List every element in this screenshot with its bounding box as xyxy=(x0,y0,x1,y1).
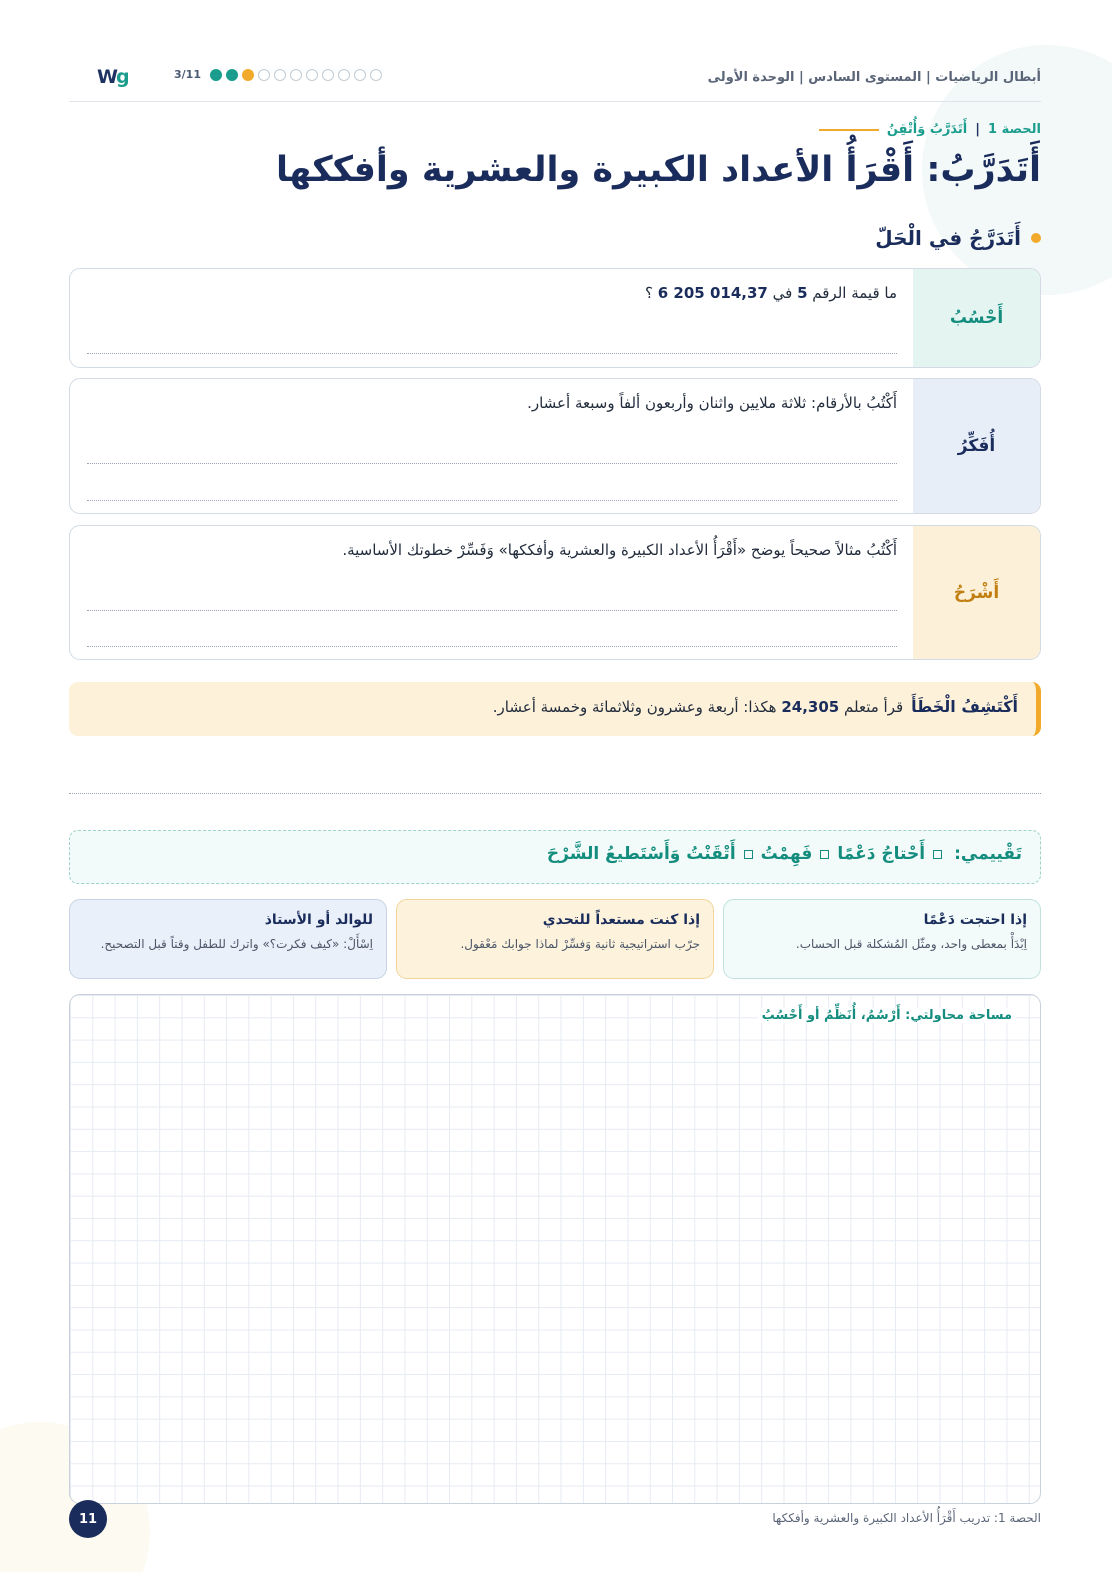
error-label: أَكْتَشِفُ الْخَطَأَ xyxy=(911,697,1018,716)
lesson-tag-separator: | xyxy=(975,122,981,137)
lesson-number: الحصة 1 xyxy=(988,122,1041,137)
task-label-think: أُفَكِّرُ xyxy=(913,379,1040,513)
task-think xyxy=(69,378,1041,514)
spot-the-error xyxy=(69,682,1041,736)
page-title: أَتَدَرَّبُ: أَقْرَأُ الأعداد الكبيرة والعشرية وأفككها xyxy=(276,150,1041,190)
footer-text: الحصة 1: تدريب أَقْرَأُ الأعداد الكبيرة والعشرية وأفككها xyxy=(772,1511,1041,1525)
bullet-dot-icon xyxy=(1031,233,1041,243)
page-number: 11 xyxy=(69,1500,107,1538)
error-prompt: أَكْتَشِفُ الْخَطَأَقرأ متعلم 24,305 هكذا: أربعة وعشرون وثلاثمائة وخمسة أعشار. xyxy=(492,697,1018,716)
task-label-explain: أَشْرَحُ xyxy=(913,526,1040,659)
lesson-tag xyxy=(819,122,1041,137)
answer-line[interactable] xyxy=(87,463,897,464)
task-body xyxy=(87,269,897,367)
self-assessment xyxy=(69,830,1041,884)
card-desc: جرّب استراتيجية ثانية وَفسِّرْ لماذا جوابك مَعْقول. xyxy=(460,937,700,951)
option-understood: فَهِمْتُ xyxy=(760,844,813,864)
accent-bar xyxy=(819,129,879,131)
section-heading: أَتَدَرَّجُ في الْحَلّ xyxy=(875,226,1041,250)
support-card-help xyxy=(723,899,1041,979)
support-card-challenge xyxy=(396,899,714,979)
progress-dot xyxy=(258,69,270,81)
option-mastered: أَتْقَنْتُ وَأَسْتَطيعُ الشَّرْحَ xyxy=(546,844,736,864)
checkbox-need-support[interactable] xyxy=(933,850,942,859)
progress-count: 3/11 xyxy=(174,68,201,81)
card-title: إذا كنت مستعداً للتحدي xyxy=(542,912,700,928)
progress-dot xyxy=(290,69,302,81)
support-card-parent xyxy=(69,899,387,979)
progress-dot xyxy=(370,69,382,81)
option-need-support: أَحْتاجُ دَعْمًا xyxy=(837,844,926,864)
task-calculate xyxy=(69,268,1041,368)
task-explain xyxy=(69,525,1041,660)
answer-line[interactable] xyxy=(87,646,897,647)
progress-dot xyxy=(338,69,350,81)
card-desc: اِسْأَلْ: «كيف فكرت؟» واترك للطفل وقتاً قبل التصحيح. xyxy=(100,937,373,951)
work-area-title: مساحة محاولتي: أَرْسُمُ، أُنَظِّمُ أو أَحْسُبُ xyxy=(758,1008,1016,1023)
worksheet-page xyxy=(69,0,1041,1572)
card-title: إذا احتجت دَعْمًا xyxy=(923,912,1027,928)
progress-dot xyxy=(306,69,318,81)
progress-dot xyxy=(242,69,254,81)
card-title: للوالد أو الأستاذ xyxy=(264,912,373,928)
task-prompt: أَكْتُبُ مثالاً صحيحاً يوضح «أَقْرَأُ الأعداد الكبيرة والعشرية وأفككها» وَفَسِّرْ خطوتك الأساسية. xyxy=(342,541,897,559)
checkbox-understood[interactable] xyxy=(820,850,829,859)
checkbox-mastered[interactable] xyxy=(744,850,753,859)
progress-dots xyxy=(210,69,382,81)
progress-dot xyxy=(322,69,334,81)
brand-logo: Wg xyxy=(97,66,128,88)
progress-dot xyxy=(226,69,238,81)
card-desc: اِبْدَأْ بمعطى واحد، ومثّل المُشكلة قبل الحساب. xyxy=(795,937,1027,951)
lesson-progress xyxy=(174,68,382,81)
breadcrumb: أبطال الرياضيات | المستوى السادس | الوحدة الأولى xyxy=(707,70,1041,85)
task-label-calculate: أَحْسُبُ xyxy=(913,269,1040,367)
progress-dot xyxy=(354,69,366,81)
task-prompt: ما قيمة الرقم 5 في 6 205 014,37 ؟ xyxy=(645,284,897,302)
page-header xyxy=(69,60,1041,102)
answer-line[interactable] xyxy=(69,793,1041,794)
answer-line[interactable] xyxy=(87,500,897,501)
progress-dot xyxy=(210,69,222,81)
task-body xyxy=(87,526,897,659)
answer-line[interactable] xyxy=(87,353,897,354)
progress-dot xyxy=(274,69,286,81)
task-body xyxy=(87,379,897,513)
work-area-grid[interactable] xyxy=(69,994,1041,1504)
answer-line[interactable] xyxy=(87,610,897,611)
lesson-stage: أَتَدَرَّبُ وَأُتْقِنُ xyxy=(886,122,968,137)
self-assessment-label: تَقْييمي: xyxy=(954,844,1022,864)
task-prompt: أَكْتُبُ بالأرقام: ثلاثة ملايين واثنان وأربعون ألفاً وسبعة أعشار. xyxy=(527,394,897,412)
